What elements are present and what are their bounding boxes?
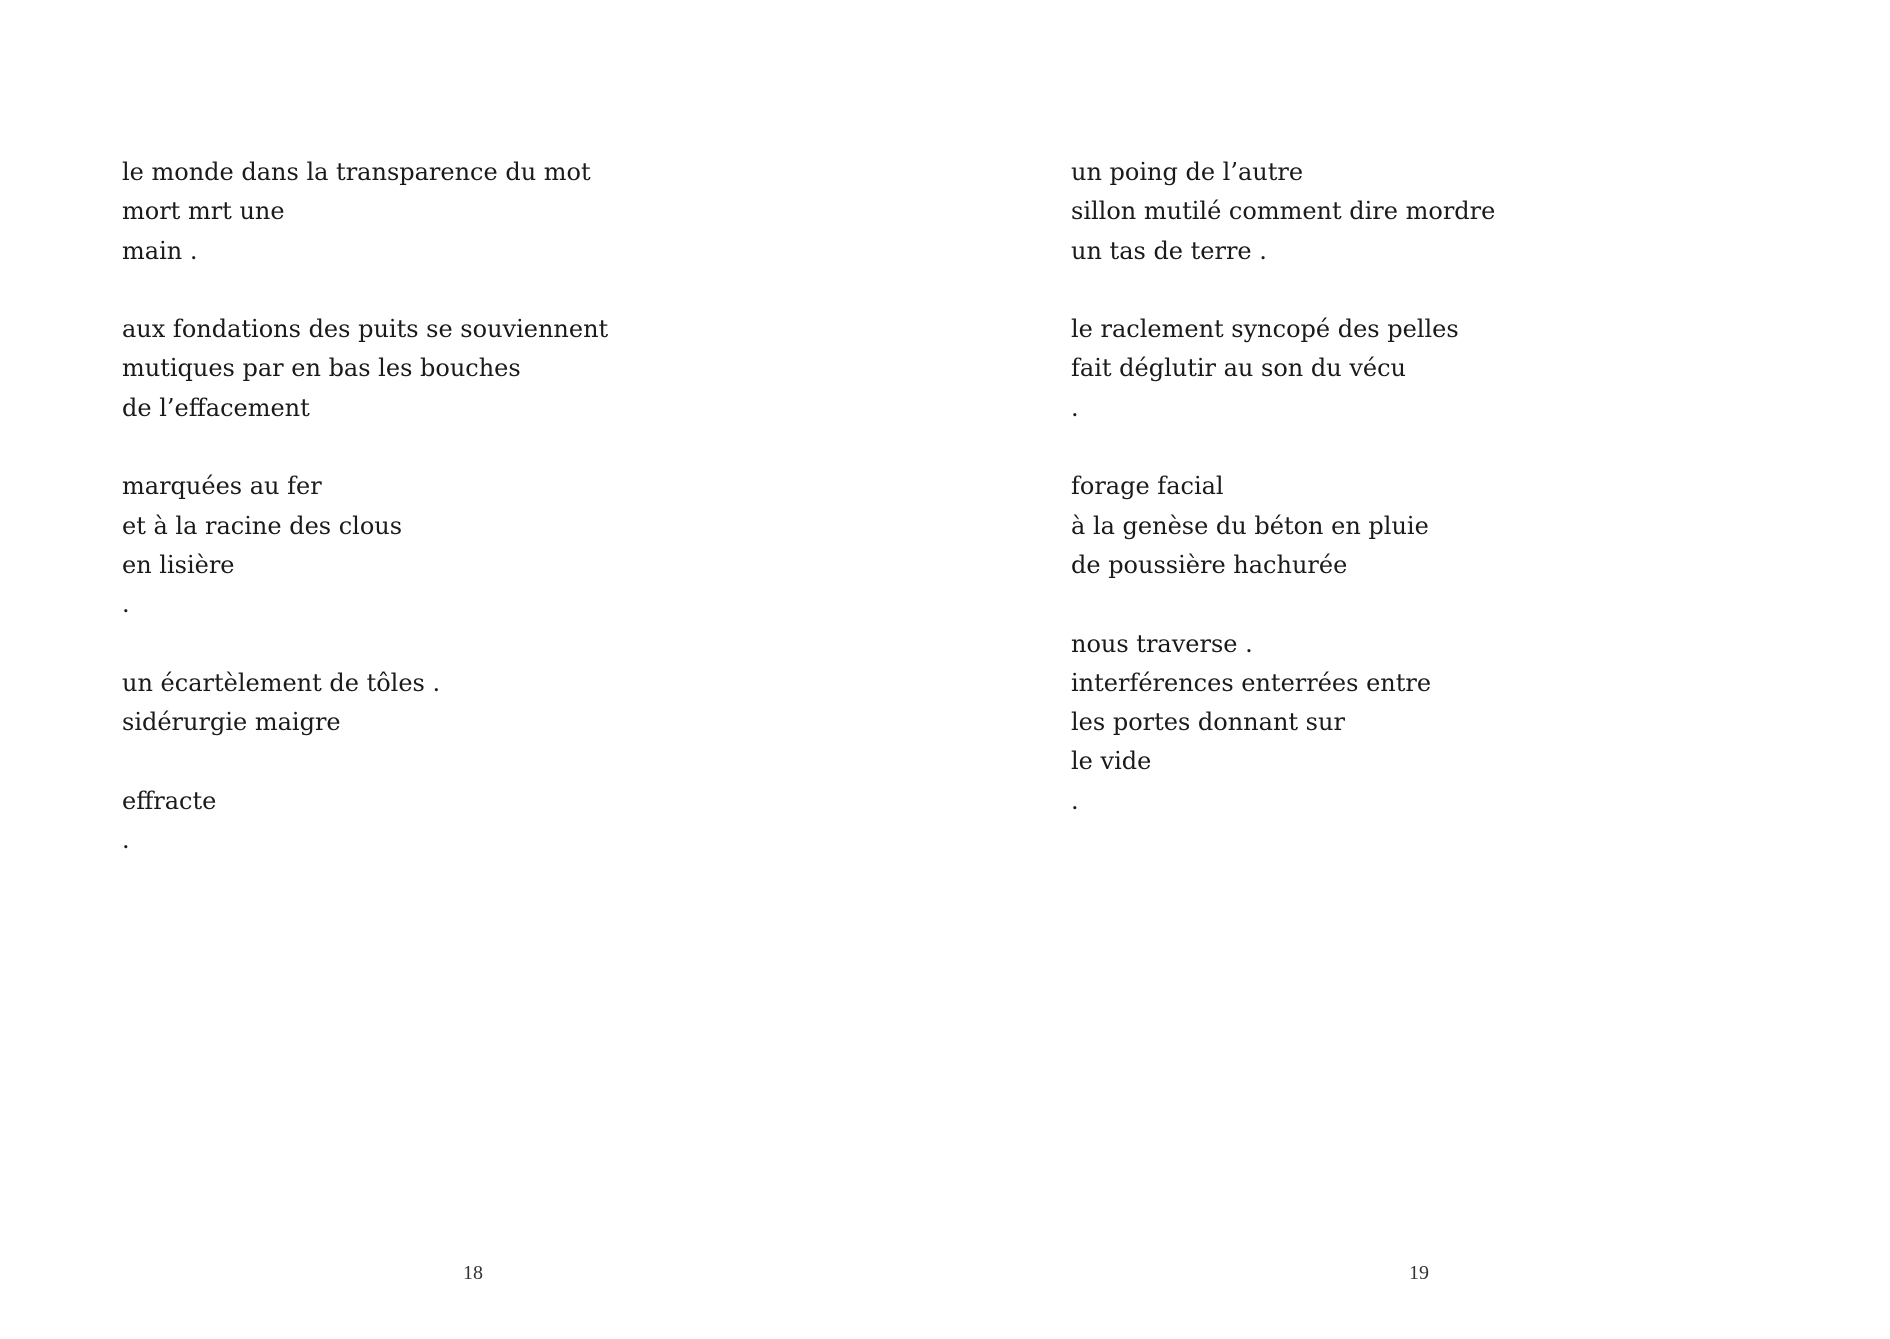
poem-line: le vide bbox=[1071, 747, 1152, 776]
poem-line: un tas de terre . bbox=[1071, 236, 1267, 265]
poem-line: . bbox=[1071, 393, 1079, 422]
poem-line: forage facial bbox=[1071, 472, 1224, 501]
stanza bbox=[1071, 153, 1495, 271]
poem-line: marquées au fer bbox=[122, 472, 322, 501]
page-number: 19 bbox=[1409, 1262, 1429, 1284]
poem-text-right bbox=[1071, 153, 1495, 860]
poem-line: . bbox=[122, 590, 130, 619]
poem-line: effracte bbox=[122, 786, 217, 815]
stanza bbox=[122, 664, 608, 743]
poem-line: . bbox=[1071, 786, 1079, 815]
poem-line: de poussière hachurée bbox=[1071, 550, 1348, 579]
poem-line: fait déglutir au son du vécu bbox=[1071, 354, 1406, 383]
stanza bbox=[1071, 310, 1495, 428]
stanza bbox=[122, 153, 608, 271]
poem-line: les portes donnant sur bbox=[1071, 708, 1345, 737]
stanza bbox=[122, 467, 608, 624]
poem-text-left bbox=[122, 153, 608, 900]
poem-line: à la genèse du béton en pluie bbox=[1071, 511, 1429, 540]
poem-line: sillon mutilé comment dire mordre bbox=[1071, 197, 1496, 226]
poem-line: en lisière bbox=[122, 550, 235, 579]
poem-line: interférences enterrées entre bbox=[1071, 668, 1432, 697]
stanza bbox=[1071, 467, 1495, 585]
stanza bbox=[122, 782, 608, 861]
poem-line: mort mrt une bbox=[122, 197, 285, 226]
poem-line: mutiques par en bas les bouches bbox=[122, 354, 521, 383]
poem-line: sidérurgie maigre bbox=[122, 708, 341, 737]
stanza bbox=[122, 310, 608, 428]
poem-line: de l’effacement bbox=[122, 393, 310, 422]
right-page bbox=[945, 0, 1890, 1339]
stanza bbox=[1071, 625, 1495, 821]
poem-line: le raclement syncopé des pelles bbox=[1071, 315, 1459, 344]
poem-line: un poing de l’autre bbox=[1071, 158, 1304, 186]
poem-line: nous traverse . bbox=[1071, 629, 1253, 658]
poem-line: aux fondations des puits se souviennent bbox=[122, 315, 609, 344]
poem-line: . bbox=[122, 826, 130, 855]
poem-line: et à la racine des clous bbox=[122, 511, 403, 540]
poem-line: un écartèlement de tôles . bbox=[122, 668, 441, 697]
poem-line: le monde dans la transparence du mot bbox=[122, 158, 591, 186]
page-number: 18 bbox=[463, 1262, 483, 1284]
poem-line: main . bbox=[122, 236, 198, 265]
